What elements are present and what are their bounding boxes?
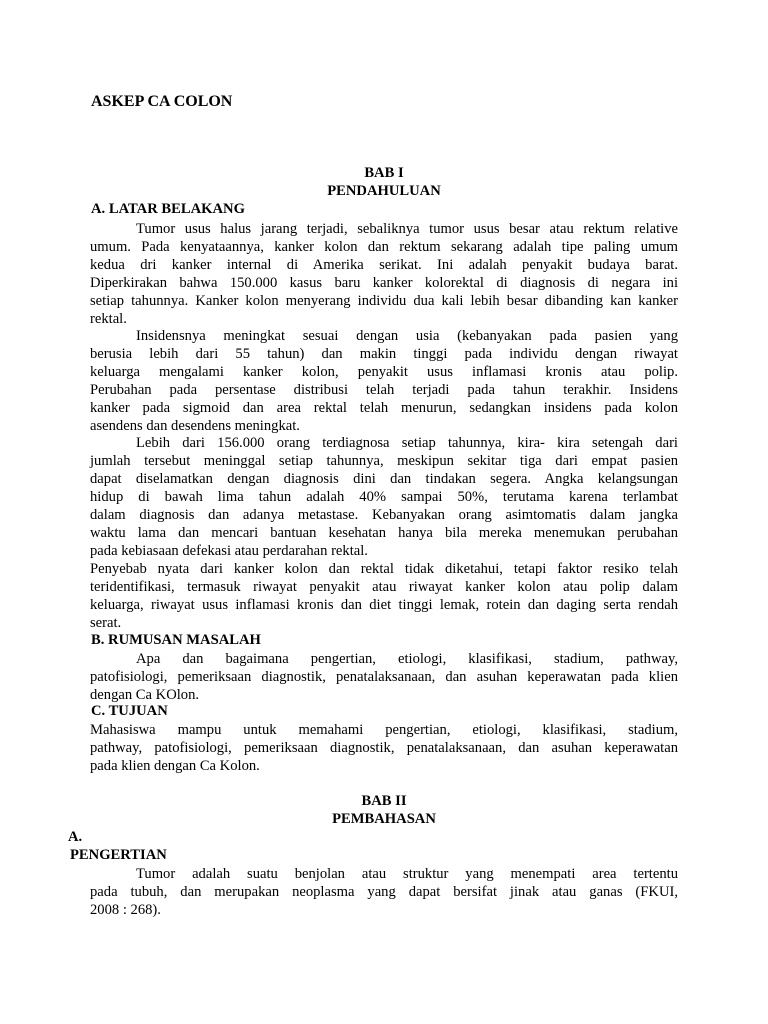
text-line: Perubahan pada persentase distribusi telah terjadi pada tahun terakhir. Insidens bbox=[90, 382, 678, 398]
text-line: Apa dan bagaimana pengertian, etiologi, klasifikasi, stadium, pathway, bbox=[136, 651, 678, 667]
text-line: keluarga mengalami kanker kolon, penyakit usus inflamasi kronis atau polip. bbox=[90, 364, 678, 380]
text-line: Tumor usus halus jarang terjadi, sebaliknya tumor usus besar atau rektum relative bbox=[136, 221, 678, 237]
text-line: pada tubuh, dan merupakan neoplasma yang dapat bersifat jinak atau ganas (FKUI, bbox=[90, 884, 678, 900]
text-line: teridentifikasi, termasuk riwayat penyakit atau riwayat kanker kolon atau polip dalam bbox=[90, 579, 678, 595]
text-line: hidup di bawah lima tahun adalah 40% sampai 50%, terutama karena terlambat bbox=[90, 489, 678, 505]
text-line: rektal. bbox=[90, 311, 127, 327]
text-line: jumlah tersebut meninggal setiap tahunnya, meskipun sekitar tiga dari empat pasien bbox=[90, 453, 678, 469]
text-line: dapat diselamatkan dengan diagnosis dini dan tindakan segera. Angka kelangsungan bbox=[90, 471, 678, 487]
bab1-title: PENDAHULUAN bbox=[327, 183, 441, 199]
text-line: Mahasiswa mampu untuk memahami pengertian, etiologi, klasifikasi, stadium, bbox=[90, 722, 678, 738]
section-a2-paragraph bbox=[90, 865, 678, 919]
section-a2-heading: PENGERTIAN bbox=[70, 847, 167, 863]
text-line: patofisiologi, pemeriksaan diagnostik, penatalaksanaan, dan asuhan keperawatan pada klien bbox=[90, 669, 678, 685]
section-a-paragraph-4 bbox=[90, 560, 678, 632]
section-b-heading: B. RUMUSAN MASALAH bbox=[91, 632, 261, 648]
bab2-title: PEMBAHASAN bbox=[332, 811, 436, 827]
text-line: pathway, patofisiologi, pemeriksaan diagnostik, penatalaksanaan, dan asuhan keperawatan bbox=[90, 740, 678, 756]
text-line: pada klien dengan Ca Kolon. bbox=[90, 758, 260, 774]
bab2-label: BAB II bbox=[361, 793, 407, 809]
section-a-paragraph-1 bbox=[90, 220, 678, 328]
bab1-label: BAB I bbox=[364, 165, 404, 181]
text-line: dalam diagnosis dan adanya metastase. Kebanyakan orang asimtomatis dalam jangka bbox=[90, 507, 678, 523]
section-a-paragraph-2 bbox=[90, 327, 678, 435]
text-line: waktu lama dan mencari bantuan kesehatan hanya bila mereka menemukan perubahan bbox=[90, 525, 678, 541]
text-line: berusia lebih dari 55 tahun) dan makin tinggi pada individu dengan riwayat bbox=[90, 346, 678, 362]
section-c-heading: C. TUJUAN bbox=[91, 703, 168, 719]
section-a-paragraph-3 bbox=[90, 434, 678, 560]
text-line: Lebih dari 156.000 orang terdiagnosa setiap tahunnya, kira- kira setengah dari bbox=[136, 435, 678, 451]
section-a-heading: A. LATAR BELAKANG bbox=[91, 201, 245, 217]
text-line: kanker pada sigmoid dan area rektal telah menurun, sedangkan insidens pada kolon bbox=[90, 400, 678, 416]
text-line: keluarga, riwayat usus inflamasi kronis dan diet tinggi lemak, rotein dan daging serta rendah bbox=[90, 597, 678, 613]
text-line: asendens dan desendens meningkat. bbox=[90, 418, 300, 434]
text-line: 2008 : 268). bbox=[90, 902, 161, 918]
text-line: Diperkirakan bahwa 150.000 kasus baru kanker kolorektal di diagnosis di negara ini bbox=[90, 275, 678, 291]
text-line: setiap tahunnya. Kanker kolon menyerang individu dua kali lebih besar dibanding kan kanker bbox=[90, 293, 678, 309]
text-line: Penyebab nyata dari kanker kolon dan rektal tidak diketahui, tetapi faktor resiko telah bbox=[90, 561, 678, 577]
text-line: umum. Pada kenyataannya, kanker kolon dan rektum sekarang adalah tipe paling umum bbox=[90, 239, 678, 255]
section-b-paragraph bbox=[90, 650, 678, 704]
text-line: Tumor adalah suatu benjolan atau struktur yang menempati area tertentu bbox=[136, 866, 678, 882]
text-line: Insidensnya meningkat sesuai dengan usia (kebanyakan pada pasien yang bbox=[136, 328, 678, 344]
section-a2-letter: A. bbox=[68, 829, 83, 845]
text-line: dengan Ca KOlon. bbox=[90, 687, 200, 703]
section-c-paragraph bbox=[90, 721, 678, 775]
text-line: kedua dri kanker internal di Amerika serikat. Ini adalah penyakit budaya barat. bbox=[90, 257, 678, 273]
document-title: ASKEP CA COLON bbox=[91, 93, 233, 110]
text-line: serat. bbox=[90, 615, 122, 631]
text-line: pada kebiasaan defekasi atau perdarahan rektal. bbox=[90, 543, 368, 559]
